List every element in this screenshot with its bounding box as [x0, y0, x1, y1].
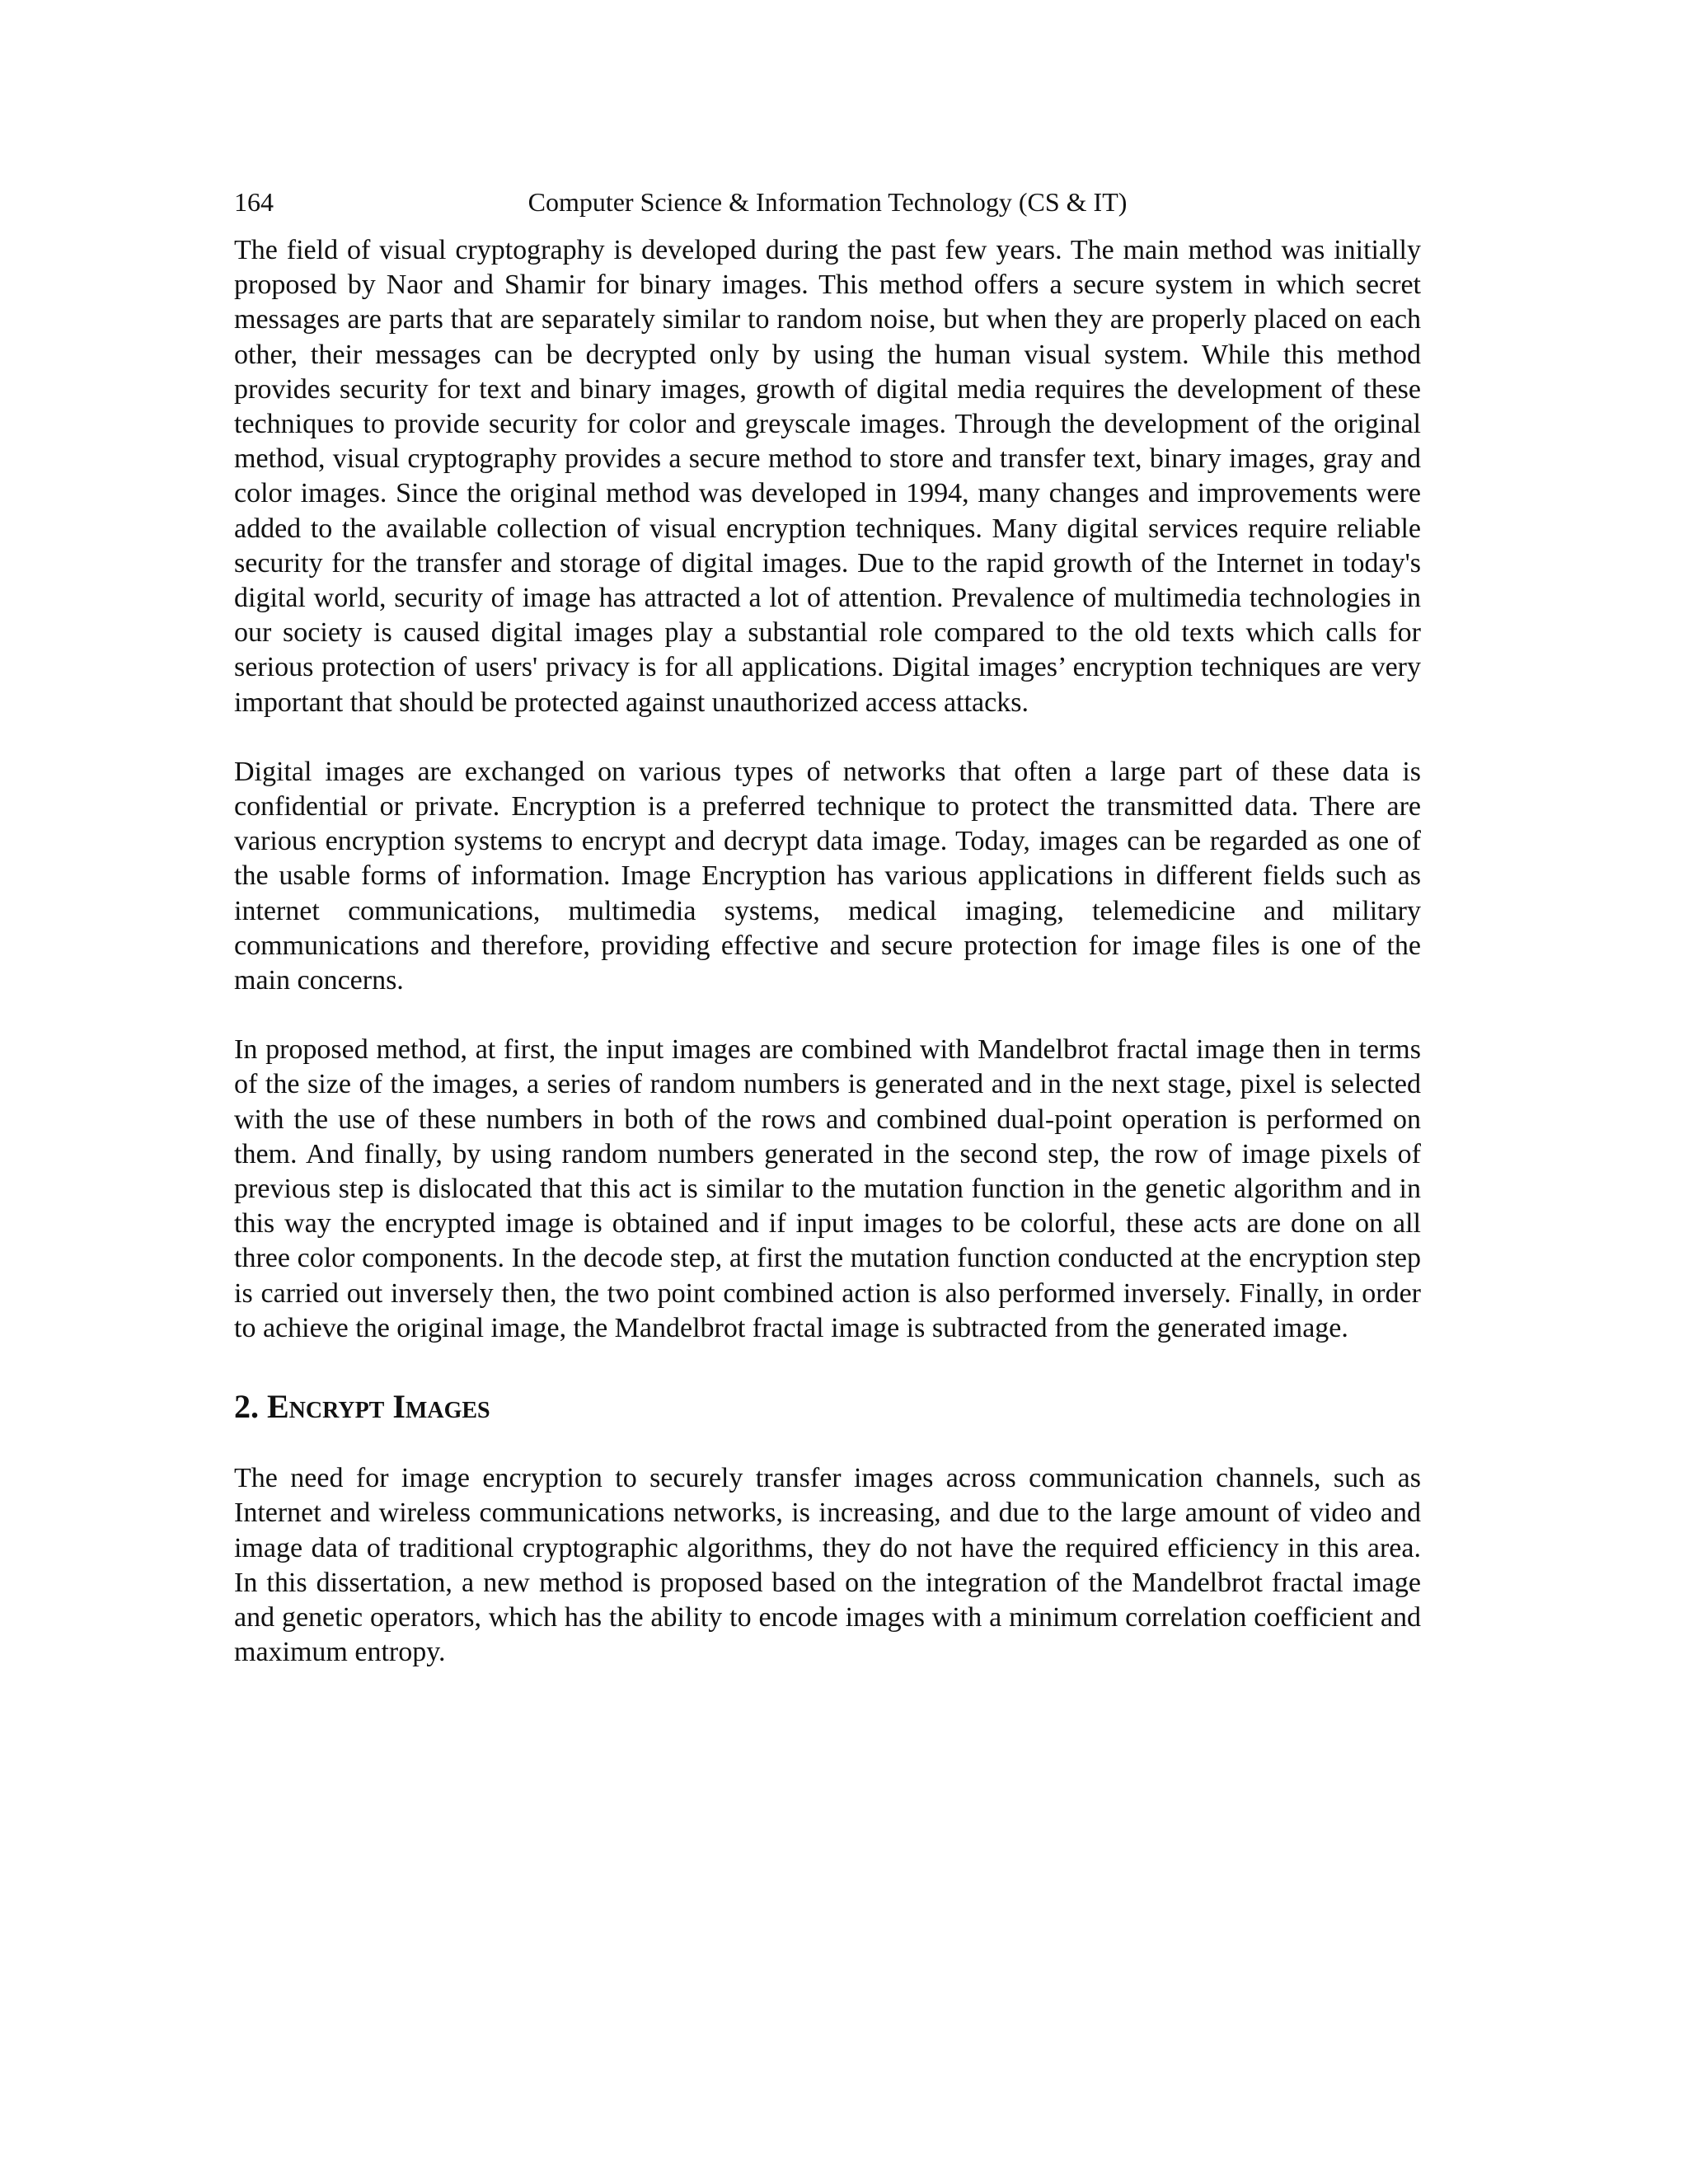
paragraph-image-exchange: Digital images are exchanged on various types of networks that often a large part of these data is confidential or private. Encryption is a preferred technique to protect the transmitted data. There are various encryption systems to encrypt and decrypt data image. Today, images can be regarded as one of the usable forms of information. Image Encryption has various applications in different fields such as internet communications, multimedia systems, medical imaging, telemedicine and military communications and therefore, providing effective and secure protection for image files is one of the main concerns. — [234, 756, 1421, 996]
journal-title: Computer Science & Information Technology (CS & IT) — [528, 187, 1128, 217]
page-number: 164 — [234, 187, 274, 217]
section-heading: 2. Encrypt Images — [234, 1388, 490, 1426]
body-text — [234, 233, 1421, 1670]
paragraph-visual-cryptography: The field of visual cryptography is developed during the past few years. The main method was initially proposed by Naor and Shamir for binary images. This method offers a secure system in which secret messages are parts that are separately similar to random noise, but when they are properly placed on each other, their messages can be decrypted only by using the human visual system. While this method provides security for text and binary images, growth of digital media requires the development of these techniques to provide security for color and greyscale images. Through the development of the original method, visual cryptography provides a secure method to store and transfer text, binary images, gray and color images. Since the original method was developed in 1994, many changes and improvements were added to the available collection of visual encryption techniques. Many digital services require reliable security for the transfer and storage of digital images. Due to the rapid growth of the Internet in today's digital world, security of image has attracted a lot of attention. Prevalence of multimedia technologies in our society is caused digital images play a substantial role compared to the old texts which calls for serious protection of users' privacy is for all applications. Digital images’ encryption techniques are very important that should be protected against unauthorized access attacks. — [234, 235, 1421, 718]
paragraph-encrypt-images: The need for image encryption to securely transfer images across communication channels, such as Internet and wireless communications networks, is increasing, and due to the large amount of video and image data of traditional cryptographic algorithms, they do not have the required efficiency in this area. In this dissertation, a new method is proposed based on the integration of the Mandelbrot fractal image and genetic operators, which has the ability to encode images with a minimum correlation coefficient and maximum entropy. — [234, 1463, 1421, 1668]
paragraph-proposed-method: In proposed method, at first, the input images are combined with Mandelbrot fractal image then in terms of the size of the images, a series of random numbers is generated and in the next stage, pixel is selected with the use of these numbers in both of the rows and combined dual-point operation is performed on them. And finally, by using random numbers generated in the second step, the row of image pixels of previous step is dislocated that this act is similar to the mutation function in the genetic algorithm and in this way the encrypted image is obtained and if input images to be colorful, these acts are done on all three color components. In the decode step, at first the mutation function conducted at the encryption step is carried out inversely then, the two point combined action is also performed inversely. Finally, in order to achieve the original image, the Mandelbrot fractal image is subtracted from the generated image. — [234, 1034, 1421, 1343]
running-header — [234, 183, 1421, 221]
